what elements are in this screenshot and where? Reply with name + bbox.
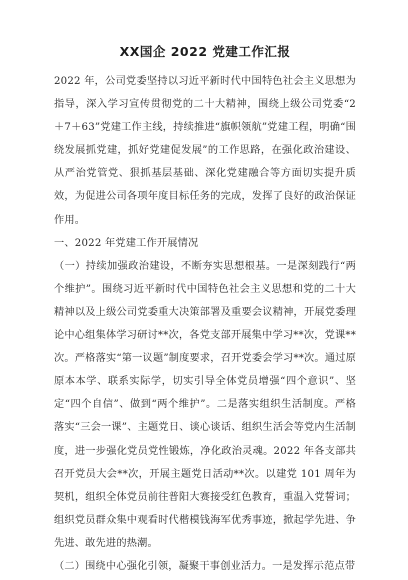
section-heading: 一、2022 年党建工作开展情况: [54, 237, 199, 249]
intro-paragraph: 2022 年，公司党委坚持以习近平新时代中国特色社会主义思想为指导，深入学习宣传贯彻党的二十大精神，围绕上级公司党委“2＋7＋63”党建工作主线，持续推进“旗帜领航”党建工程，明确“围绕发展抓党建，抓好党建促发展”的工作思路，在强化政治建设、从严治党管党、狠抓基层基础、深化党建融合等方面切实提升质效，为促进公司各项年度目标任务的完成，发挥了良好的政治保证作用。: [54, 76, 356, 226]
item-one-paragraph: （一）持续加强政治建设，不断夯实思想根基。一是深刻践行“两个维护”。围绕习近平新时代中国特色社会主义思想和党的二十大精神以及上级公司党委重大决策部署及重要会议精神，开展党委理论中心组集体学习研讨**次，各党支部开展集中学习**次，党课**次。严格落实“第一议题”制度要求，召开党委会学习**次。通过原原本本学、联系实际学，切实引导全体党员增强“四个意识”、坚定“四个自信”、做到“两个维护”。二是落实组织生活制度。严格落实“三会一课”、主题党日、谈心谈话、组织生活会等党内生活制度，进一步强化党员党性锻炼，净化政治灵魂。2022 年各支部共召开党员大会**次，开展主题党日活动**次。以建党 101 周年为契机，组织全体党员前往普阳大赛接受红色教育，重温入党誓词；组织党员群众集中观看时代楷模钱海军优秀事迹，掀起学先进、争先进、敢先进的热潮。: [54, 260, 356, 549]
item-two-paragraph: （二）围绕中心强化引领，凝聚干事创业活力。一是发挥示范点带: [54, 560, 356, 572]
document-title: XX国企 2022 党建工作汇报: [119, 44, 291, 59]
